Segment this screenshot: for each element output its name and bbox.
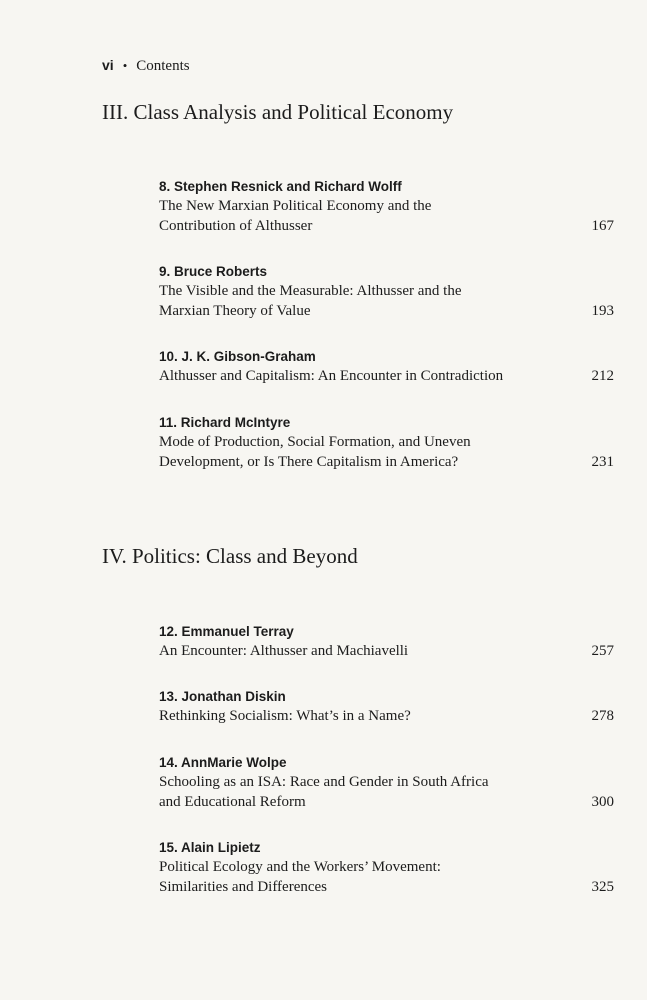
entry-title xyxy=(159,706,554,726)
entry-title-line: The New Marxian Political Economy and the xyxy=(159,198,432,214)
toc-entry xyxy=(159,177,614,236)
running-head xyxy=(102,55,190,76)
toc-entry xyxy=(159,347,614,386)
entry-title-line: Althusser and Capitalism: An Encounter in Contradiction xyxy=(159,368,504,384)
entry-author: 10. J. K. Gibson-Graham xyxy=(159,349,316,364)
entry-title-line: Mode of Production, Social Formation, and Uneven xyxy=(159,434,471,450)
running-head-label: Contents xyxy=(136,58,190,74)
entry-title xyxy=(159,196,554,236)
entry-page-number: 300 xyxy=(591,794,614,810)
part-heading: III. Class Analysis and Political Economy xyxy=(102,100,454,124)
toc-entry xyxy=(159,687,614,726)
entry-author: 8. Stephen Resnick and Richard Wolff xyxy=(159,179,402,194)
entry-title xyxy=(159,772,554,812)
entry-title-line: and Educational Reform xyxy=(159,794,306,810)
toc-entry xyxy=(159,622,614,661)
entry-page-number: 257 xyxy=(591,643,614,659)
entry-title-line: Marxian Theory of Value xyxy=(159,303,311,319)
entry-page-number: 231 xyxy=(591,454,614,470)
entry-title xyxy=(159,641,554,661)
separator-bullet: • xyxy=(122,58,128,73)
entry-author: 14. AnnMarie Wolpe xyxy=(159,755,287,770)
entry-page-number: 212 xyxy=(591,368,614,384)
entry-title-line: Rethinking Socialism: What’s in a Name? xyxy=(159,708,411,724)
toc-entry xyxy=(159,413,614,472)
entry-title xyxy=(159,857,554,897)
entry-title-line: Contribution of Althusser xyxy=(159,218,313,234)
entry-title-line: The Visible and the Measurable: Althusser and the xyxy=(159,283,462,299)
entry-title-line: Similarities and Differences xyxy=(159,879,328,895)
entry-author: 9. Bruce Roberts xyxy=(159,264,268,279)
page-number: vi xyxy=(102,57,114,73)
entry-page-number: 325 xyxy=(591,879,614,895)
entry-title-line: An Encounter: Althusser and Machiavelli xyxy=(159,643,409,659)
entry-title xyxy=(159,281,554,321)
entry-author: 11. Richard McIntyre xyxy=(159,415,291,430)
part-heading: IV. Politics: Class and Beyond xyxy=(102,544,358,568)
toc-entry xyxy=(159,262,614,321)
entry-title-line: Development, or Is There Capitalism in America? xyxy=(159,454,459,470)
entry-page-number: 167 xyxy=(591,218,614,234)
entry-page-number: 278 xyxy=(591,708,614,724)
entry-title-line: Political Ecology and the Workers’ Movement: xyxy=(159,859,441,875)
entry-author: 13. Jonathan Diskin xyxy=(159,689,286,704)
entry-page-number: 193 xyxy=(591,303,614,319)
toc-entry xyxy=(159,838,614,897)
entry-author: 15. Alain Lipietz xyxy=(159,840,261,855)
entry-title xyxy=(159,366,554,386)
entry-author: 12. Emmanuel Terray xyxy=(159,624,294,639)
entry-title-line: Schooling as an ISA: Race and Gender in South Africa xyxy=(159,774,489,790)
entry-title xyxy=(159,432,554,472)
toc-entry xyxy=(159,753,614,812)
